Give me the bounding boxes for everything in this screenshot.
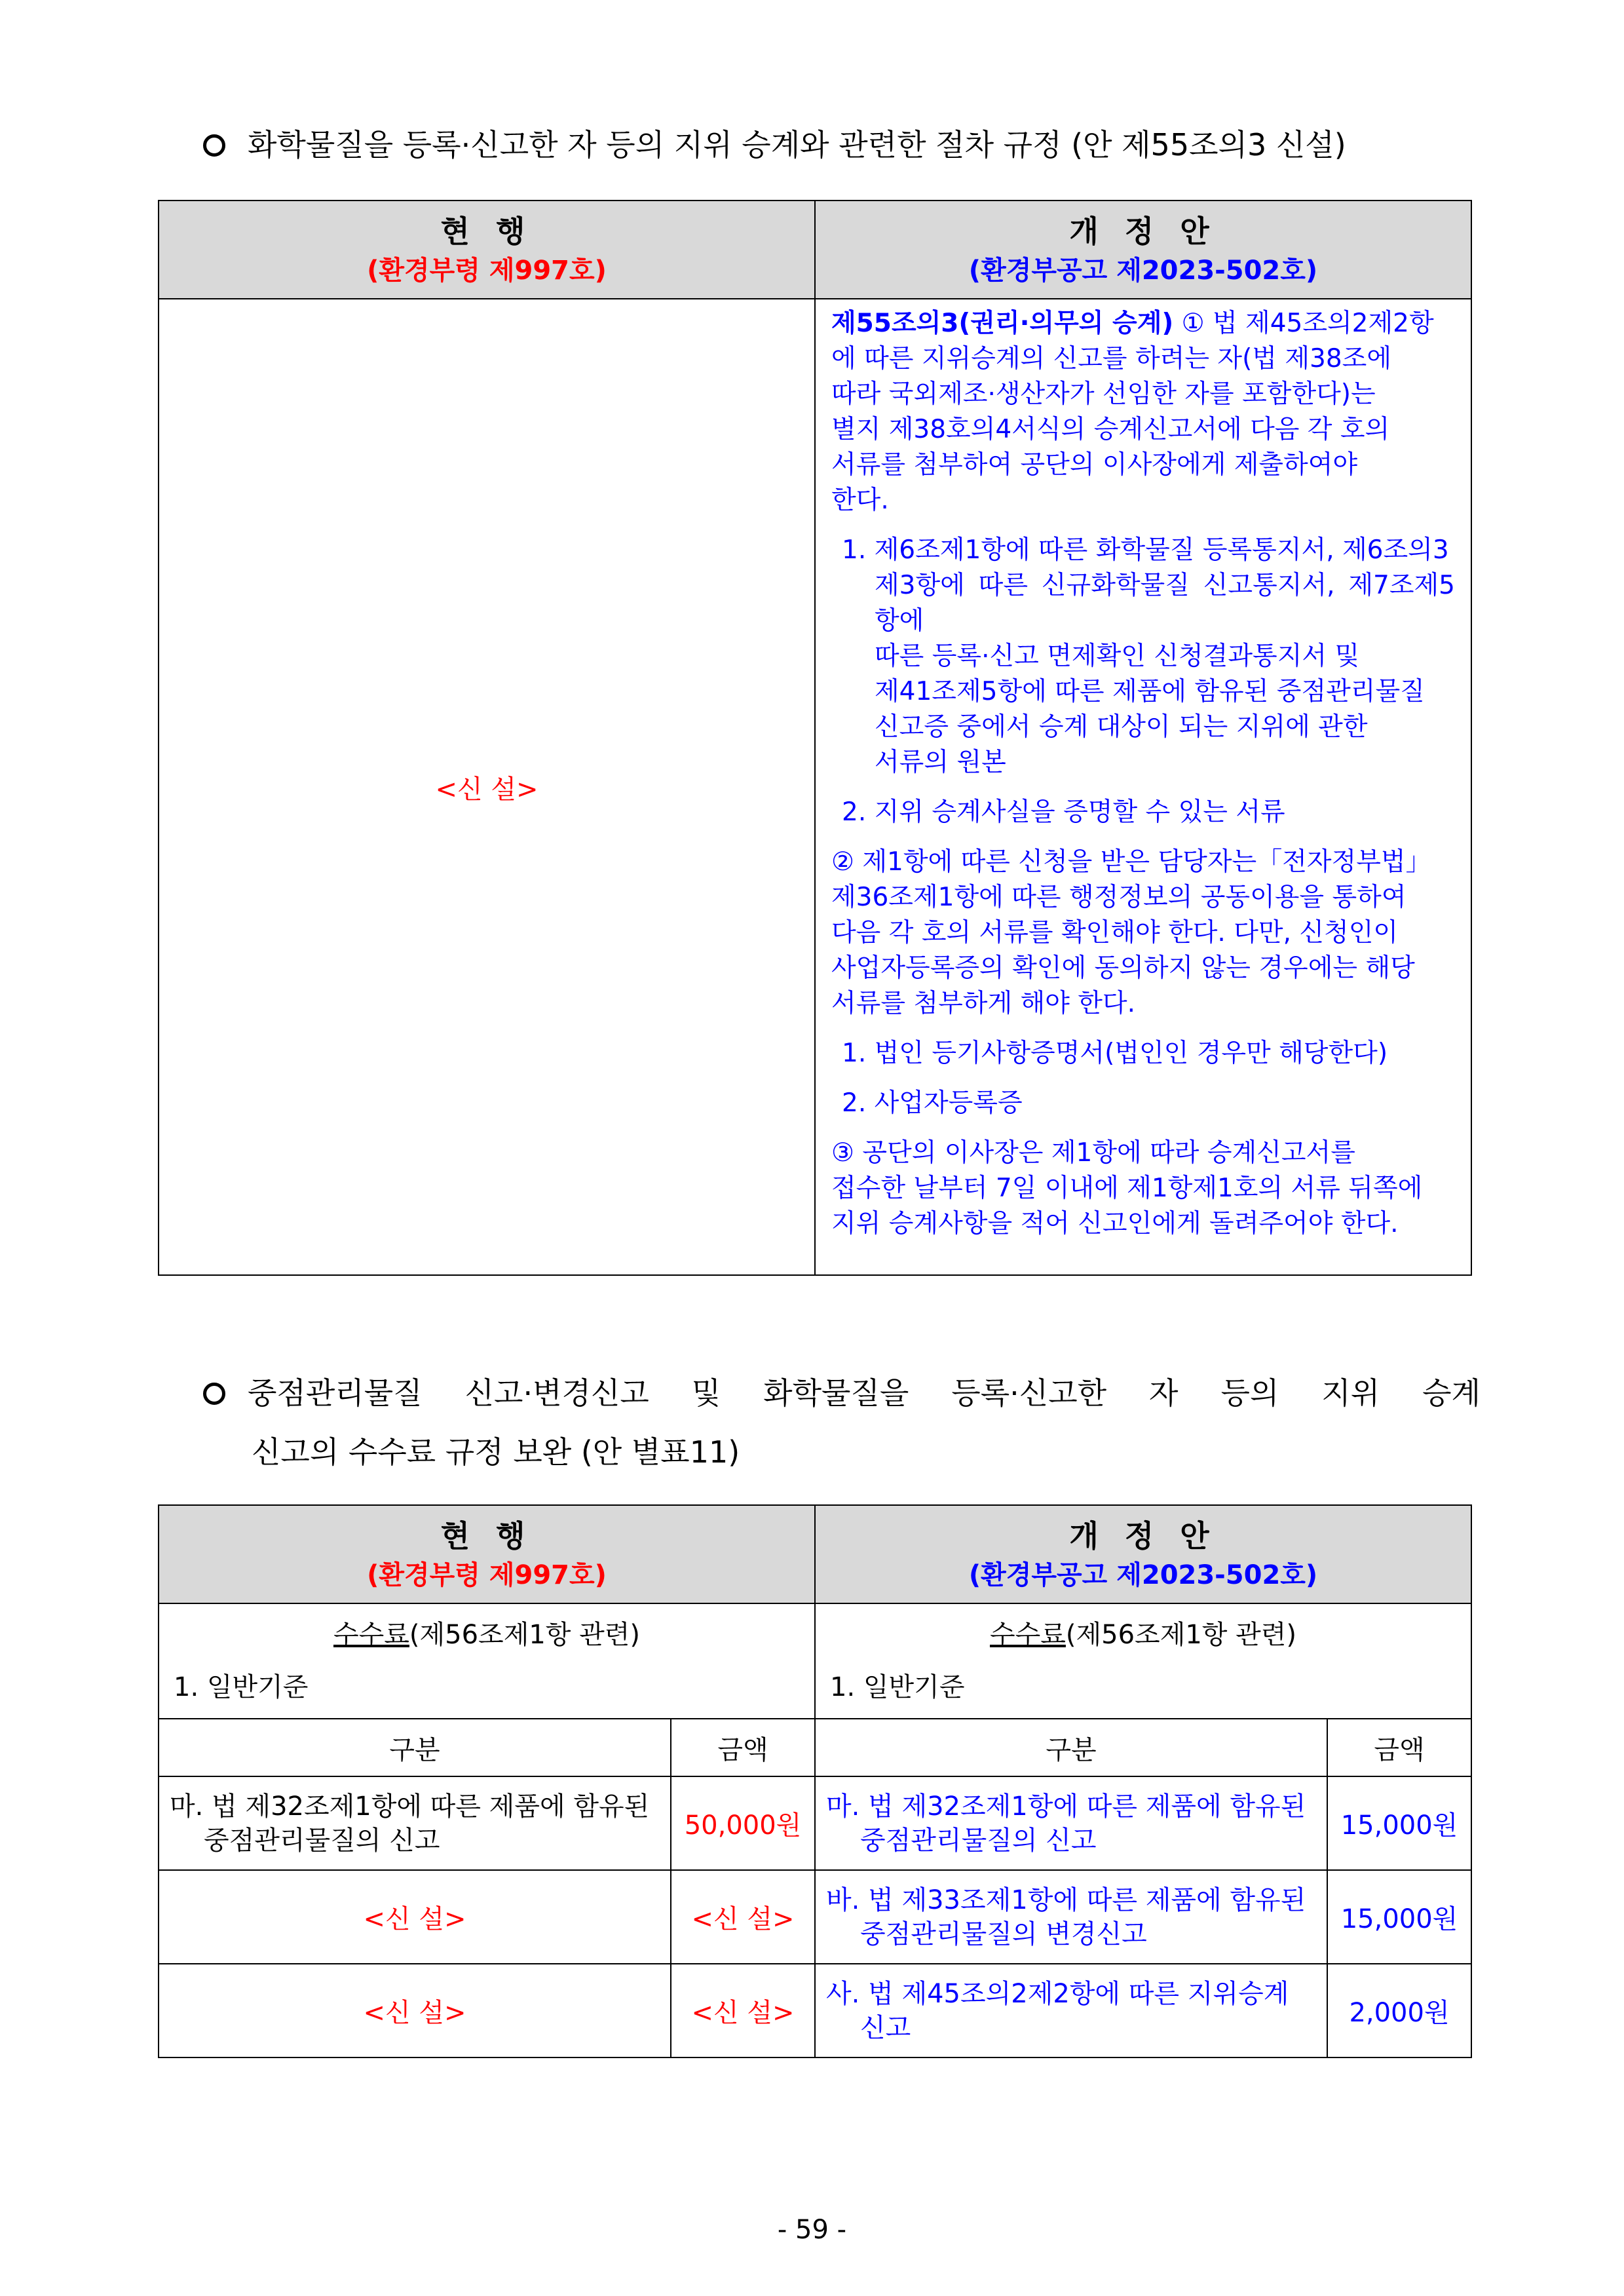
paragraph2-item-2: 2. 사업자등록증 bbox=[842, 1088, 1023, 1118]
fee-title-cell-current: 수수료(제56조제1항 관련) 1. 일반기준 bbox=[159, 1603, 815, 1719]
fee-row-proposed-item: 사. 법 제45조의2제2항에 따른 지위승계 신고 bbox=[815, 1964, 1327, 2057]
section2-heading: 중점관리물질 신고·변경신고 및 화학물질을 등록·신고한 자 등의 지위 승계 bbox=[203, 1363, 1481, 1423]
fee-row-current-item: <신 설> bbox=[159, 1870, 671, 1964]
section1-table bbox=[158, 200, 1472, 1276]
fee-row-proposed-amount: 15,000원 bbox=[1327, 1776, 1471, 1870]
fee-row-proposed-item: 바. 법 제33조제1항에 따른 제품에 함유된 중점관리물질의 변경신고 bbox=[815, 1870, 1327, 1964]
fee-row-current-amount: <신 설> bbox=[671, 1870, 815, 1964]
article-item-2: 2. 지위 승계사실을 증명할 수 있는 서류 bbox=[842, 797, 1285, 827]
proposed-text-cell bbox=[815, 299, 1471, 1275]
col-proposed-header: 개 정 안 (환경부공고 제2023-502호) bbox=[815, 201, 1471, 299]
col-current-header: 현 행 (환경부령 제997호) bbox=[159, 1505, 815, 1603]
current-text-cell: <신 설> bbox=[159, 299, 815, 1275]
page-number: - 59 - bbox=[777, 2215, 847, 2245]
circle-bullet-icon bbox=[203, 1383, 225, 1405]
col-category-header: 구분 bbox=[159, 1719, 671, 1776]
fee-row-current-amount: 50,000원 bbox=[671, 1776, 815, 1870]
fee-row-current-item: 마. 법 제32조제1항에 따른 제품에 함유된 중점관리물질의 신고 bbox=[159, 1776, 671, 1870]
col-amount-header: 금액 bbox=[671, 1719, 815, 1776]
article-paragraph-3: ③ 공단의 이사장은 제1항에 따라 승계신고서를 접수한 날부터 7일 이내에 제1항제1호의 서류 뒤쪽에 지위 승계사항을 적어 신고인에게 돌려주어야 한다. bbox=[831, 1138, 1423, 1238]
article-item-1: 1. 제6조제1항에 따른 화학물질 등록통지서, 제6조의3 제3항에 따른 신규화학물질 신고통지서, 제7조제5항에 따른 등록·신고 면제확인 신청결과통지서 및 제41조제5항에 따른 제품에 함유된 중점관리물질 신고증 중에서 승계 대상이 되는 지위에 관한 서류의 원본 bbox=[842, 535, 1455, 777]
fee-row-proposed-amount: 2,000원 bbox=[1327, 1964, 1471, 2057]
fee-row-proposed-item: 마. 법 제32조제1항에 따른 제품에 함유된 중점관리물질의 신고 bbox=[815, 1776, 1327, 1870]
col-proposed-header: 개 정 안 (환경부공고 제2023-502호) bbox=[815, 1505, 1471, 1603]
col-amount-header: 금액 bbox=[1327, 1719, 1471, 1776]
fee-title-cell-proposed: 수수료(제56조제1항 관련) 1. 일반기준 bbox=[815, 1603, 1471, 1719]
section1-heading: 화학물질을 등록·신고한 자 등의 지위 승계와 관련한 절차 규정 (안 제55조의3 신설) bbox=[203, 115, 1481, 175]
col-current-header: 현 행 (환경부령 제997호) bbox=[159, 201, 815, 299]
article-paragraph-2: ② 제1항에 따른 신청을 받은 담당자는「전자정부법」 제36조제1항에 따른 행정정보의 공동이용을 통하여 다음 각 호의 서류를 확인해야 한다. 다만, 신청인이 사업자등록증의 확인에 동의하지 않는 경우에는 해당 서류를 첨부하게 해야 한다. bbox=[831, 847, 1431, 1018]
col-category-header: 구분 bbox=[815, 1719, 1327, 1776]
section2-table bbox=[158, 1504, 1472, 2058]
section2-heading-line2: 신고의 수수료 규정 보완 (안 별표11) bbox=[252, 1434, 740, 1470]
fee-row-proposed-amount: 15,000원 bbox=[1327, 1870, 1471, 1964]
fee-row-current-amount: <신 설> bbox=[671, 1964, 815, 2057]
circle-bullet-icon bbox=[203, 134, 225, 157]
fee-row-current-item: <신 설> bbox=[159, 1964, 671, 2057]
paragraph2-item-1: 1. 법인 등기사항증명서(법인인 경우만 해당한다) bbox=[842, 1039, 1388, 1068]
article-paragraph-1: 제55조의3(권리·의무의 승계) ① 법 제45조의2제2항 에 따른 지위승계의 신고를 하려는 자(법 제38조에 따라 국외제조·생산자가 선임한 자를 포함한다)는 별지 제38호의4서식의 승계신고서에 다음 각 호의 서류를 첨부하여 공단의 이사장에게 제출하여야 한다. bbox=[831, 309, 1434, 515]
